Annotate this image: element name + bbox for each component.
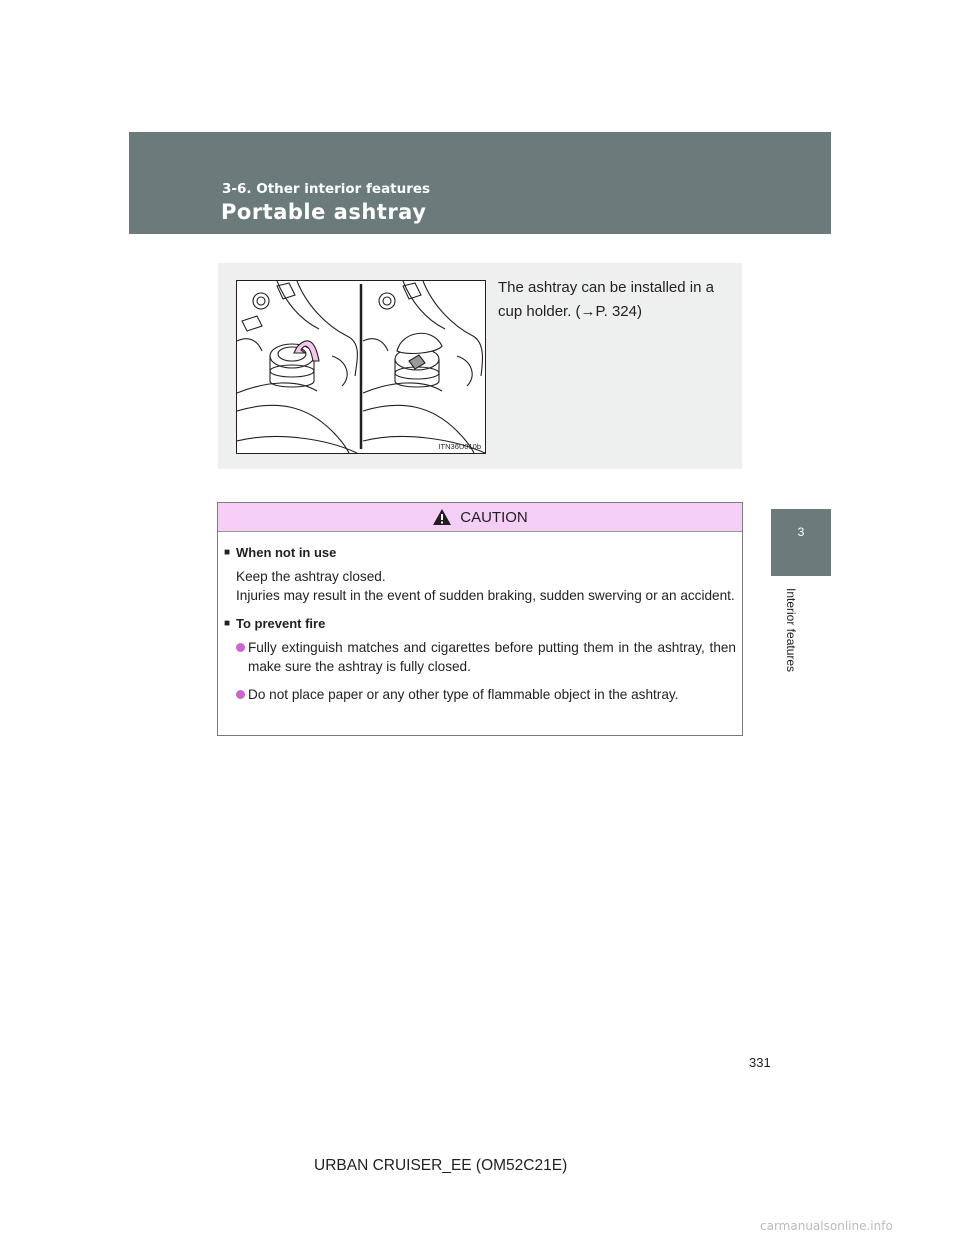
caution-label: CAUTION: [460, 508, 528, 526]
chapter-number: 3: [797, 525, 805, 539]
caution-header: [218, 503, 742, 532]
chapter-tab-label: Interior features: [784, 588, 798, 673]
warning-icon: [432, 508, 452, 526]
caution-line: Keep the ashtray closed.: [236, 569, 386, 584]
ashtray-drawing: [237, 281, 485, 453]
figure-code: ITN36U010b: [438, 442, 481, 451]
chapter-tab[interactable]: [771, 509, 831, 576]
caution-body: [218, 532, 742, 704]
figure-description: The ashtray can be installed in a cup holder. (→P. 324): [498, 279, 714, 320]
illustration-box: [218, 263, 742, 469]
watermark: carmanualsonline.info: [760, 1219, 893, 1233]
section-label: 3-6. Other interior features: [222, 181, 431, 197]
caution-heading-not-in-use: ■ When not in use: [224, 543, 736, 562]
manual-footer: URBAN CRUISER_EE (OM52C21E): [314, 1157, 568, 1174]
caution-paragraph: [224, 567, 736, 605]
caution-heading-prevent-fire: ■ To prevent fire: [224, 614, 736, 633]
chapter-header: [129, 132, 831, 234]
caution-bullet: Fully extinguish matches and cigarettes before putting them in the ashtray, then make sure the ashtray is fully closed.: [224, 638, 736, 676]
caution-bullet: Do not place paper or any other type of flammable object in the ashtray.: [224, 685, 736, 704]
ashtray-illustration: [236, 280, 486, 454]
caution-line: Injuries may result in the event of sudden braking, sudden swerving or an accident.: [236, 588, 735, 603]
page-number: 331: [749, 1055, 771, 1070]
page-title: Portable ashtray: [221, 200, 427, 224]
caution-box: [217, 502, 743, 736]
